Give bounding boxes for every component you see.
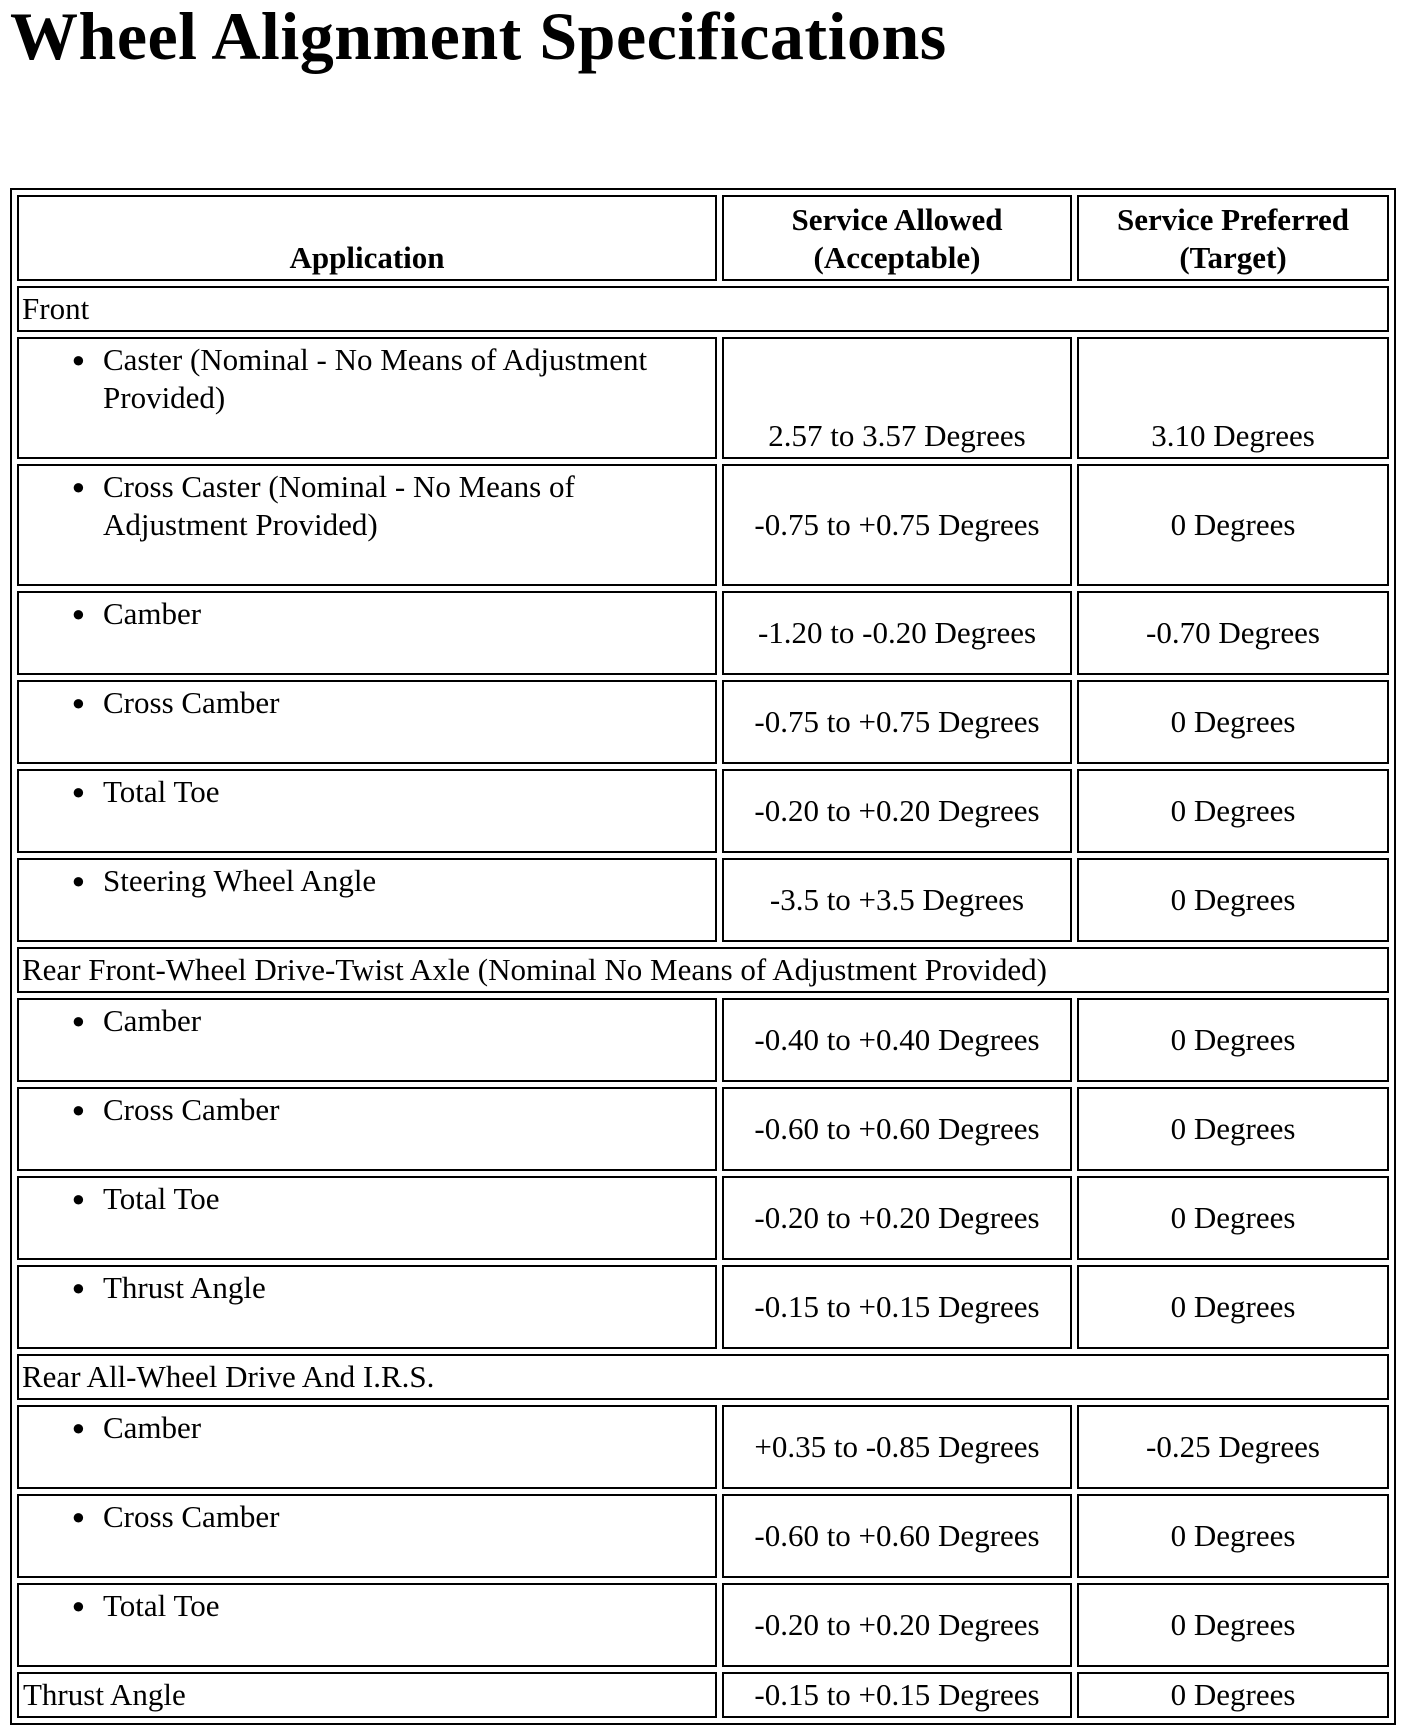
bullet-icon: ●: [71, 690, 85, 715]
table-row: [17, 858, 1389, 942]
item-cell: Thrust Angle: [17, 1672, 717, 1718]
item-cell: ● Cross Camber: [17, 1494, 717, 1578]
header-service-preferred: Service Preferred (Target): [1077, 195, 1389, 281]
header-application: Application: [17, 195, 717, 281]
preferred-value: 0 Degrees: [1077, 680, 1389, 764]
table-row: [17, 769, 1389, 853]
item-cell: ● Total Toe: [17, 1176, 717, 1260]
bullet-icon: ●: [71, 1008, 85, 1033]
item-cell: ● Camber: [17, 1405, 717, 1489]
allowed-value: -0.60 to +0.60 Degrees: [722, 1494, 1072, 1578]
item-cell: ● Steering Wheel Angle: [17, 858, 717, 942]
preferred-value: 0 Degrees: [1077, 769, 1389, 853]
allowed-value: -0.75 to +0.75 Degrees: [722, 464, 1072, 586]
allowed-value: -0.20 to +0.20 Degrees: [722, 1583, 1072, 1667]
preferred-value: 0 Degrees: [1077, 998, 1389, 1082]
item-cell: ● Cross Caster (Nominal - No Means of Adjustment Provided): [17, 464, 717, 586]
header-service-allowed: Service Allowed (Acceptable): [722, 195, 1072, 281]
preferred-value: 0 Degrees: [1077, 1265, 1389, 1349]
item-cell: ● Camber: [17, 591, 717, 675]
table-row: [17, 998, 1389, 1082]
allowed-value: -0.15 to +0.15 Degrees: [722, 1672, 1072, 1718]
preferred-value: 0 Degrees: [1077, 1176, 1389, 1260]
preferred-value: 0 Degrees: [1077, 1583, 1389, 1667]
table-row: [17, 591, 1389, 675]
item-cell: ● Camber: [17, 998, 717, 1082]
table-row: [17, 680, 1389, 764]
header-row: [17, 195, 1389, 281]
preferred-value: -0.25 Degrees: [1077, 1405, 1389, 1489]
item-cell: ● Caster (Nominal - No Means of Adjustment Provided): [17, 337, 717, 459]
bullet-icon: ●: [71, 1593, 85, 1618]
preferred-value: -0.70 Degrees: [1077, 591, 1389, 675]
preferred-value: 0 Degrees: [1077, 464, 1389, 586]
bullet-icon: ●: [71, 868, 85, 893]
bullet-icon: ●: [71, 347, 85, 372]
table-row: [17, 1583, 1389, 1667]
table-row-thrust-angle: [17, 1672, 1389, 1718]
item-cell: ● Cross Camber: [17, 680, 717, 764]
allowed-value: -0.15 to +0.15 Degrees: [722, 1265, 1072, 1349]
item-cell: ● Cross Camber: [17, 1087, 717, 1171]
bullet-icon: ●: [71, 1097, 85, 1122]
bullet-icon: ●: [71, 1186, 85, 1211]
table-row: [17, 1087, 1389, 1171]
allowed-value: -1.20 to -0.20 Degrees: [722, 591, 1072, 675]
alignment-spec-table: [10, 188, 1396, 1725]
item-cell: ● Total Toe: [17, 769, 717, 853]
preferred-value: 0 Degrees: [1077, 858, 1389, 942]
allowed-value: -0.20 to +0.20 Degrees: [722, 769, 1072, 853]
preferred-value: 0 Degrees: [1077, 1087, 1389, 1171]
table-row: [17, 337, 1389, 459]
section-label: Rear Front-Wheel Drive-Twist Axle (Nominal No Means of Adjustment Provided): [17, 947, 1389, 993]
section-row-rear-fwd: [17, 947, 1389, 993]
section-label: Rear All-Wheel Drive And I.R.S.: [17, 1354, 1389, 1400]
section-row-front: [17, 286, 1389, 332]
allowed-value: -0.60 to +0.60 Degrees: [722, 1087, 1072, 1171]
item-cell: ● Thrust Angle: [17, 1265, 717, 1349]
bullet-icon: ●: [71, 474, 85, 499]
section-row-rear-awd: [17, 1354, 1389, 1400]
table-row: [17, 1405, 1389, 1489]
allowed-value: -3.5 to +3.5 Degrees: [722, 858, 1072, 942]
allowed-value: -0.20 to +0.20 Degrees: [722, 1176, 1072, 1260]
bullet-icon: ●: [71, 601, 85, 626]
bullet-icon: ●: [71, 1275, 85, 1300]
bullet-icon: ●: [71, 1415, 85, 1440]
bullet-icon: ●: [71, 779, 85, 804]
table-row: [17, 1494, 1389, 1578]
preferred-value: 0 Degrees: [1077, 1672, 1389, 1718]
page-title: Wheel Alignment Specifications: [10, 0, 947, 74]
allowed-value: 2.57 to 3.57 Degrees: [722, 337, 1072, 459]
preferred-value: 3.10 Degrees: [1077, 337, 1389, 459]
section-label: Front: [17, 286, 1389, 332]
allowed-value: +0.35 to -0.85 Degrees: [722, 1405, 1072, 1489]
bullet-icon: ●: [71, 1504, 85, 1529]
allowed-value: -0.75 to +0.75 Degrees: [722, 680, 1072, 764]
table-row: [17, 1265, 1389, 1349]
preferred-value: 0 Degrees: [1077, 1494, 1389, 1578]
table-row: [17, 464, 1389, 586]
item-cell: ● Total Toe: [17, 1583, 717, 1667]
table-row: [17, 1176, 1389, 1260]
allowed-value: -0.40 to +0.40 Degrees: [722, 998, 1072, 1082]
